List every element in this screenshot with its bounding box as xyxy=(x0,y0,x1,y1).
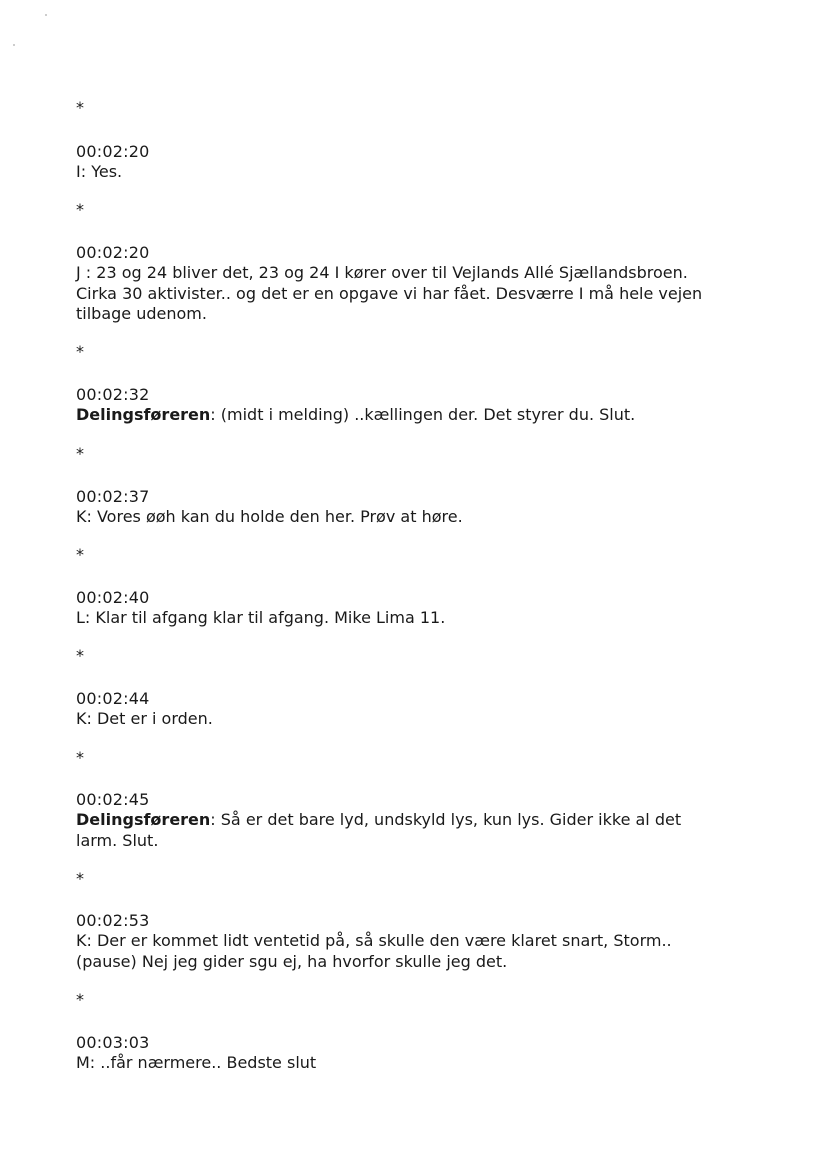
transcript-entry xyxy=(76,1033,756,1074)
transcript-entry xyxy=(76,911,756,972)
timestamp: 00:02:37 xyxy=(76,487,150,506)
transcript-entry xyxy=(76,142,756,183)
transcript-entry xyxy=(76,689,756,730)
transcript-entry xyxy=(76,790,756,851)
separator: * xyxy=(76,990,84,1009)
entry-text: K: Der er kommet lidt ventetid på, så skulle den være klaret snart, Storm.. (pause) Nej jeg gider sgu ej, ha hvorfor skulle jeg det. xyxy=(76,931,672,971)
timestamp: 00:02:20 xyxy=(76,142,150,161)
speaker-name: Delingsføreren xyxy=(76,405,211,424)
separator: * xyxy=(76,748,84,767)
entry-text: J : 23 og 24 bliver det, 23 og 24 I kører over til Vejlands Allé Sjællandsbroen. Cirka 30 aktivister.. og det er en opgave vi har fået. Desværre I må hele vejen tilbage udenom. xyxy=(76,263,703,323)
scan-speck xyxy=(13,44,15,46)
transcript-entry xyxy=(76,243,756,325)
timestamp: 00:02:45 xyxy=(76,790,150,809)
transcript-entry xyxy=(76,487,756,528)
entry-text: K: Det er i orden. xyxy=(76,709,213,728)
separator: * xyxy=(76,342,84,361)
entry-text: M: ..får nærmere.. Bedste slut xyxy=(76,1053,317,1072)
separator: * xyxy=(76,444,84,463)
separator: * xyxy=(76,646,84,665)
timestamp: 00:02:44 xyxy=(76,689,150,708)
separator: * xyxy=(76,200,84,219)
timestamp: 00:02:20 xyxy=(76,243,150,262)
entry-text: Delingsføreren: (midt i melding) ..kællingen der. Det styrer du. Slut. xyxy=(76,405,636,424)
entry-text: L: Klar til afgang klar til afgang. Mike Lima 11. xyxy=(76,608,446,627)
separator: * xyxy=(76,98,84,117)
entry-text: K: Vores øøh kan du holde den her. Prøv at høre. xyxy=(76,507,463,526)
scan-speck xyxy=(45,14,47,16)
transcript-entry xyxy=(76,385,756,426)
separator: * xyxy=(76,545,84,564)
timestamp: 00:02:32 xyxy=(76,385,150,404)
timestamp: 00:02:53 xyxy=(76,911,150,930)
entry-text: Delingsføreren: Så er det bare lyd, undskyld lys, kun lys. Gider ikke al det larm. Slut. xyxy=(76,810,682,850)
timestamp: 00:03:03 xyxy=(76,1033,150,1052)
transcript-entry xyxy=(76,588,756,629)
timestamp: 00:02:40 xyxy=(76,588,150,607)
entry-text: I: Yes. xyxy=(76,162,123,181)
speaker-name: Delingsføreren xyxy=(76,810,211,829)
separator: * xyxy=(76,869,84,888)
